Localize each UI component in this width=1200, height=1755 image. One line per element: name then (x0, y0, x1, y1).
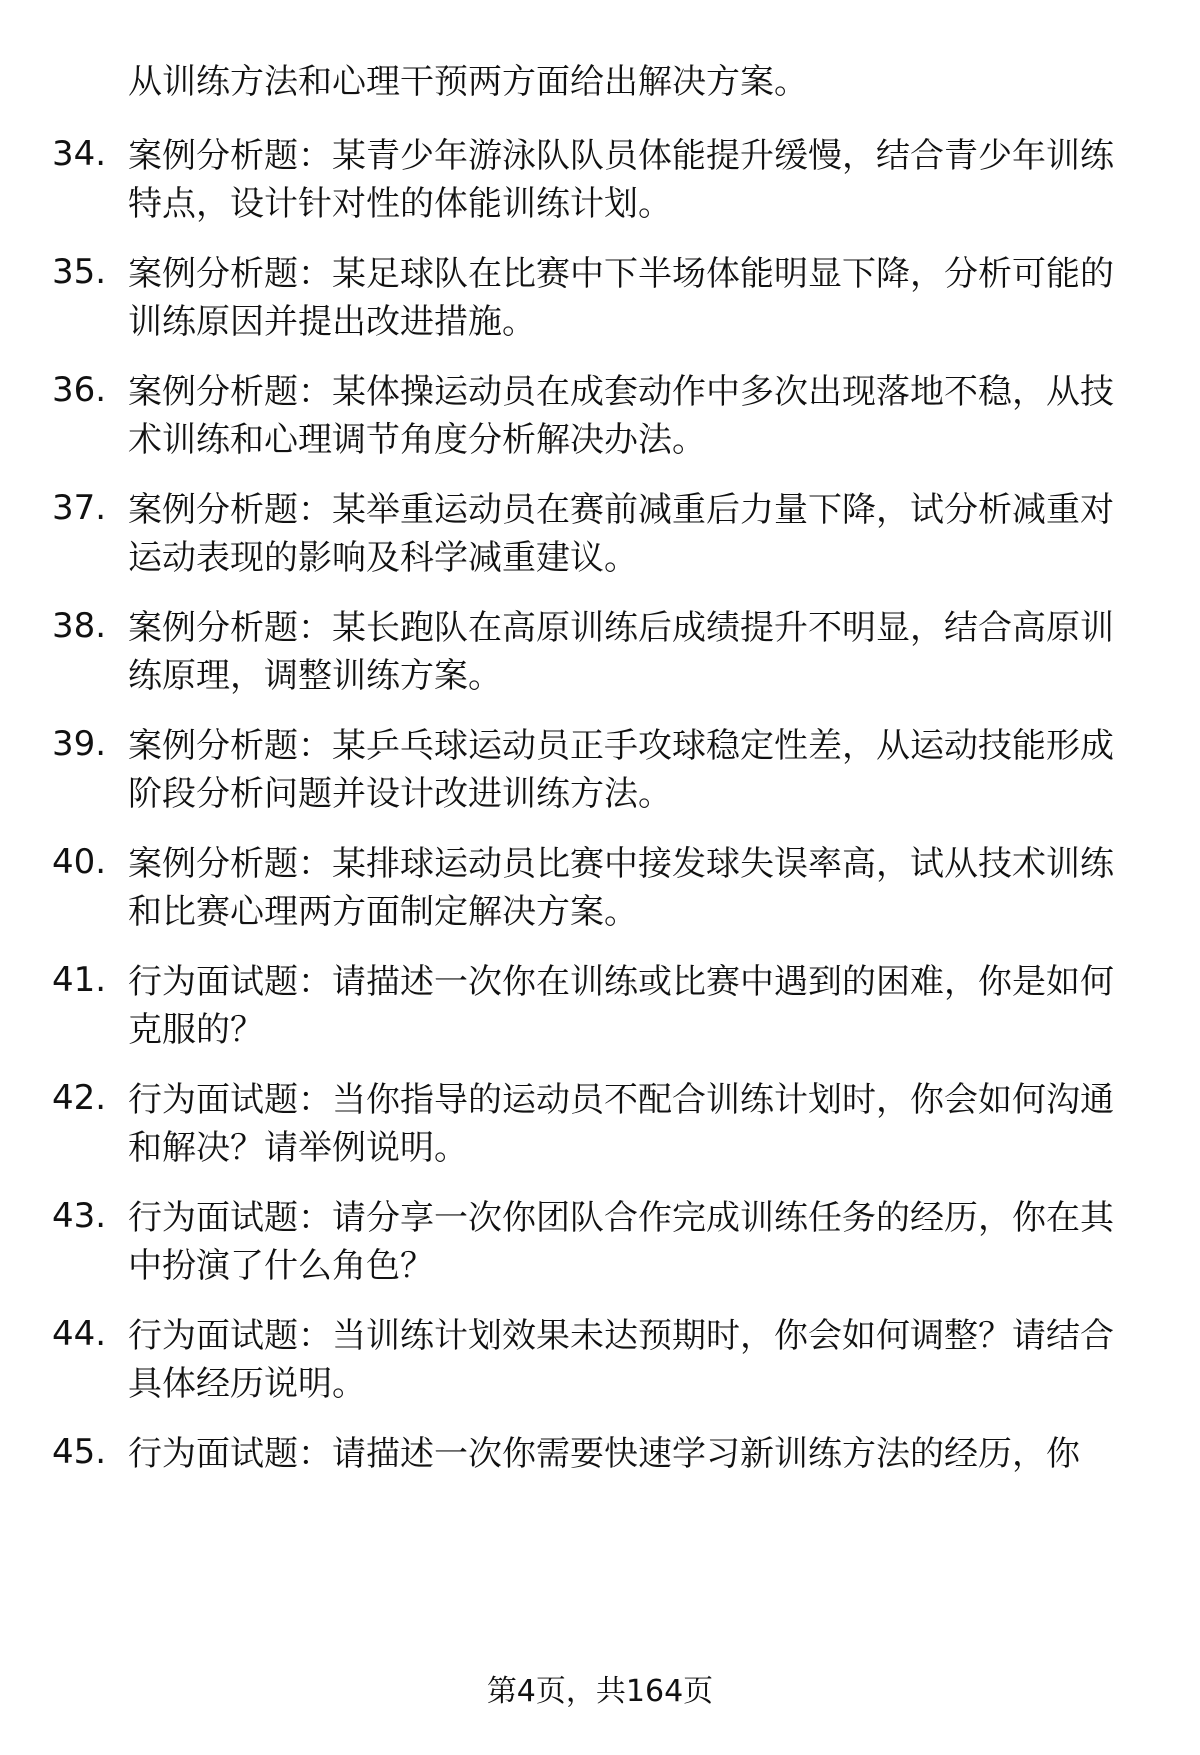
item-text: 案例分析题：某举重运动员在赛前减重后力量下降，试分析减重对运动表现的影响及科学减重建议。 (128, 490, 1114, 578)
item-number: 35. (52, 252, 107, 292)
item-text: 行为面试题：请描述一次你在训练或比赛中遇到的困难，你是如何克服的？ (128, 962, 1114, 1050)
item-text: 行为面试题：请分享一次你团队合作完成训练任务的经历，你在其中扮演了什么角色？ (128, 1198, 1114, 1286)
item-text: 案例分析题：某体操运动员在成套动作中多次出现落地不稳，从技术训练和心理调节角度分析解决办法。 (128, 372, 1114, 460)
item-number: 37. (52, 488, 107, 528)
item-number: 44. (52, 1314, 107, 1354)
item-text: 行为面试题：请描述一次你需要快速学习新训练方法的经历，你 (128, 1434, 1080, 1474)
item-number: 36. (52, 370, 107, 410)
item-number: 38. (52, 606, 107, 646)
item-text: 案例分析题：某长跑队在高原训练后成绩提升不明显，结合高原训练原理，调整训练方案。 (128, 608, 1114, 696)
item-number: 43. (52, 1196, 107, 1236)
item-text: 行为面试题：当你指导的运动员不配合训练计划时，你会如何沟通和解决？请举例说明。 (128, 1080, 1114, 1168)
item-text: 案例分析题：某乒乓球运动员正手攻球稳定性差，从运动技能形成阶段分析问题并设计改进训练方法。 (128, 726, 1114, 814)
item-text: 行为面试题：当训练计划效果未达预期时，你会如何调整？请结合具体经历说明。 (128, 1316, 1114, 1404)
item-text: 案例分析题：某青少年游泳队队员体能提升缓慢，结合青少年训练特点，设计针对性的体能训练计划。 (128, 136, 1114, 224)
item-number: 45. (52, 1432, 107, 1472)
item-number: 40. (52, 842, 107, 882)
item-number: 41. (52, 960, 107, 1000)
item-text: 案例分析题：某排球运动员比赛中接发球失误率高，试从技术训练和比赛心理两方面制定解决方案。 (128, 844, 1114, 932)
continuation-text: 从训练方法和心理干预两方面给出解决方案。 (128, 62, 808, 102)
item-number: 42. (52, 1078, 107, 1118)
page-number-footer: 第4页，共164页 (486, 1674, 714, 1709)
item-text: 案例分析题：某足球队在比赛中下半场体能明显下降，分析可能的训练原因并提出改进措施。 (128, 254, 1114, 342)
item-number: 34. (52, 134, 107, 174)
item-number: 39. (52, 724, 107, 764)
